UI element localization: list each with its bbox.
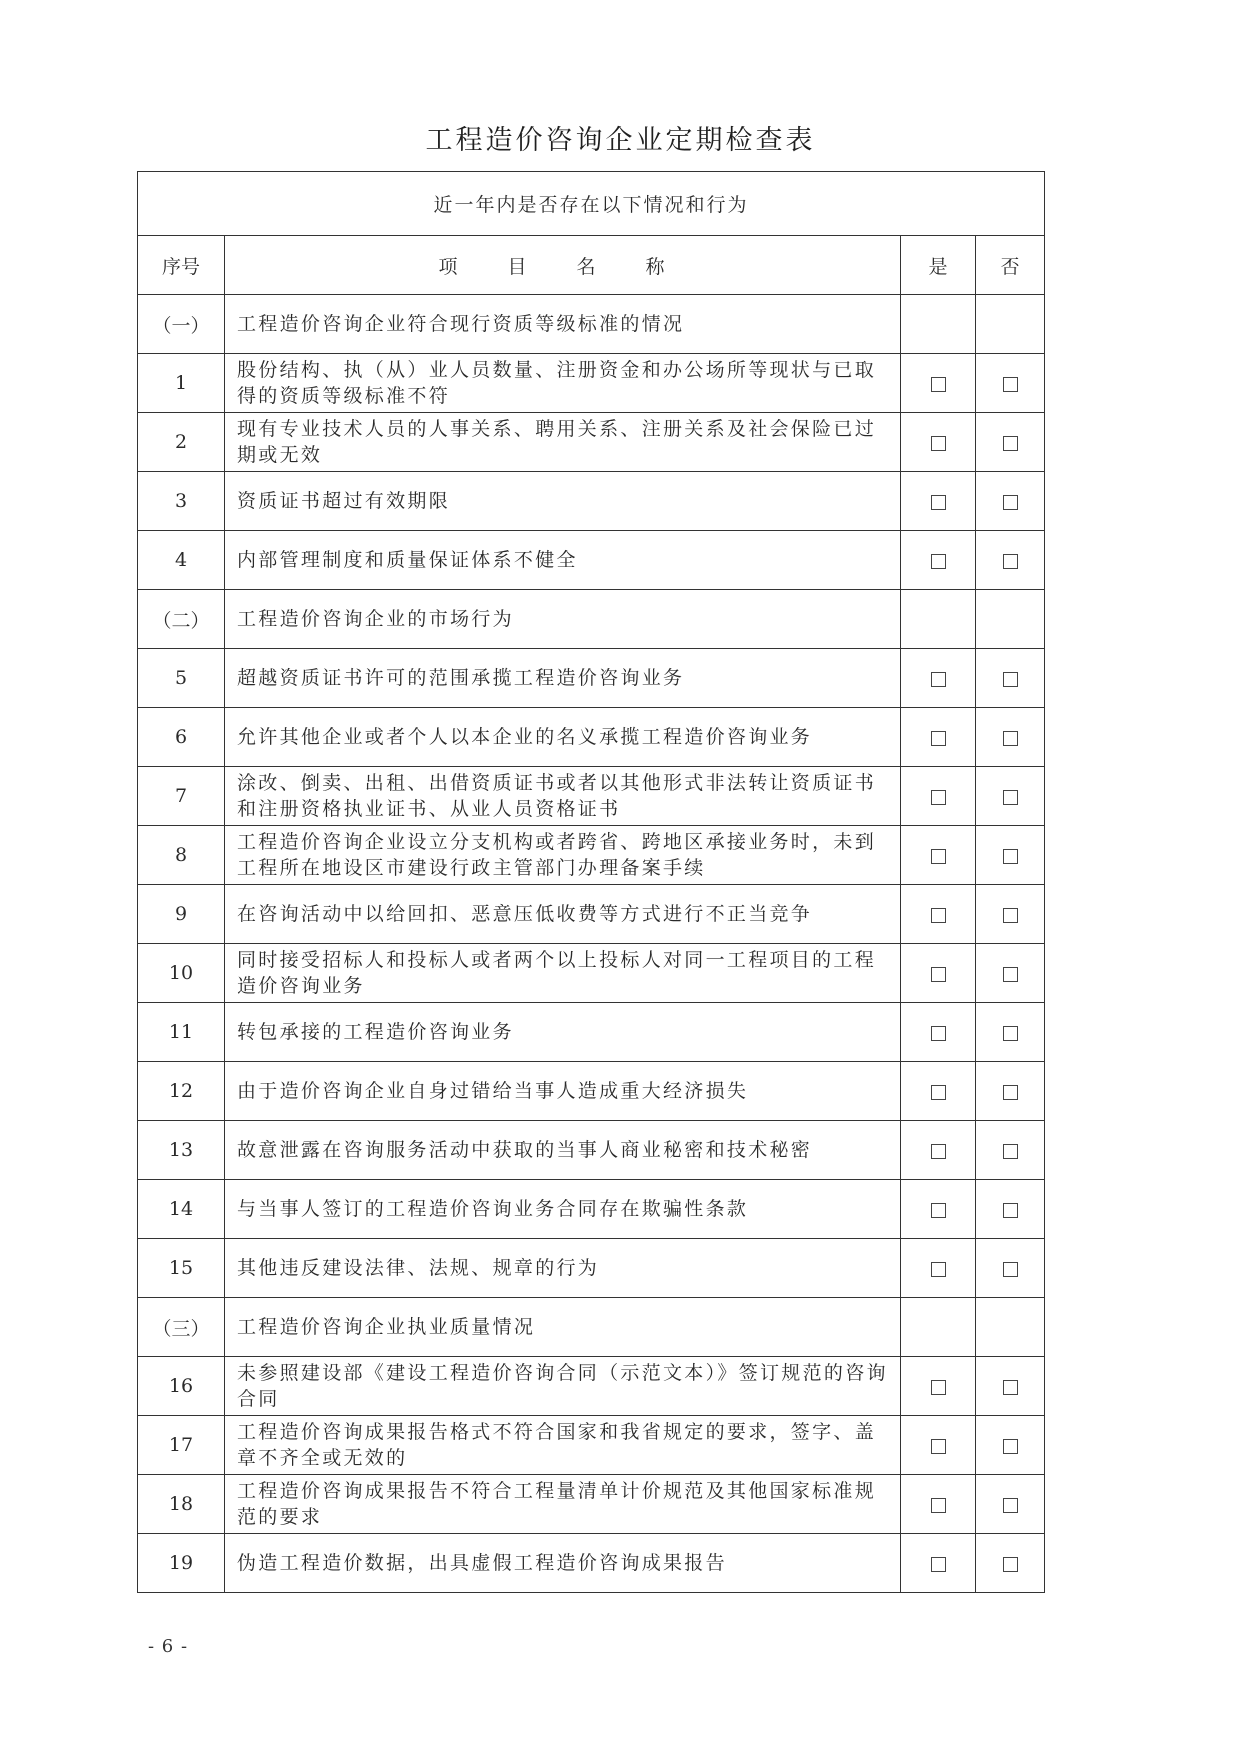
row-seq: 19 bbox=[138, 1534, 225, 1593]
row-item-text: 同时接受招标人和投标人或者两个以上投标人对同一工程项目的工程造价咨询业务 bbox=[225, 944, 901, 1003]
no-checkbox[interactable] bbox=[1003, 672, 1018, 687]
row-yes-cell bbox=[901, 1298, 976, 1357]
row-no-cell bbox=[976, 708, 1045, 767]
row-yes-cell bbox=[901, 826, 976, 885]
row-yes-cell bbox=[901, 1062, 976, 1121]
no-checkbox[interactable] bbox=[1003, 1085, 1018, 1100]
row-item-text: 伪造工程造价数据，出具虚假工程造价咨询成果报告 bbox=[225, 1534, 901, 1593]
row-yes-cell bbox=[901, 944, 976, 1003]
no-checkbox[interactable] bbox=[1003, 1144, 1018, 1159]
row-no-cell bbox=[976, 1534, 1045, 1593]
row-no-cell bbox=[976, 1239, 1045, 1298]
table-row bbox=[138, 413, 1045, 472]
table-row bbox=[138, 1416, 1045, 1475]
row-seq: 4 bbox=[138, 531, 225, 590]
row-yes-cell bbox=[901, 649, 976, 708]
table-row bbox=[138, 1062, 1045, 1121]
row-seq: 10 bbox=[138, 944, 225, 1003]
table-row bbox=[138, 1475, 1045, 1534]
row-yes-cell bbox=[901, 472, 976, 531]
yes-checkbox[interactable] bbox=[931, 849, 946, 864]
table-row bbox=[138, 531, 1045, 590]
row-yes-cell bbox=[901, 708, 976, 767]
yes-checkbox[interactable] bbox=[931, 377, 946, 392]
table-caption: 近一年内是否存在以下情况和行为 bbox=[138, 172, 1045, 236]
row-no-cell bbox=[976, 1416, 1045, 1475]
no-checkbox[interactable] bbox=[1003, 554, 1018, 569]
table-row bbox=[138, 708, 1045, 767]
table-row bbox=[138, 885, 1045, 944]
row-seq: 16 bbox=[138, 1357, 225, 1416]
row-no-cell bbox=[976, 649, 1045, 708]
row-no-cell bbox=[976, 354, 1045, 413]
column-header-seq: 序号 bbox=[138, 236, 225, 295]
row-no-cell bbox=[976, 472, 1045, 531]
row-seq: 9 bbox=[138, 885, 225, 944]
row-no-cell bbox=[976, 1475, 1045, 1534]
table-row bbox=[138, 1239, 1045, 1298]
row-seq: 1 bbox=[138, 354, 225, 413]
row-no-cell bbox=[976, 413, 1045, 472]
table-row bbox=[138, 826, 1045, 885]
row-seq: 14 bbox=[138, 1180, 225, 1239]
row-item-text: 工程造价咨询成果报告格式不符合国家和我省规定的要求，签字、盖章不齐全或无效的 bbox=[225, 1416, 901, 1475]
row-seq: （三） bbox=[138, 1298, 225, 1357]
row-yes-cell bbox=[901, 1475, 976, 1534]
yes-checkbox[interactable] bbox=[931, 1439, 946, 1454]
row-yes-cell bbox=[901, 295, 976, 354]
row-yes-cell bbox=[901, 1534, 976, 1593]
section-title: 工程造价咨询企业符合现行资质等级标准的情况 bbox=[225, 295, 901, 354]
row-item-text: 未参照建设部《建设工程造价咨询合同（示范文本）》签订规范的咨询合同 bbox=[225, 1357, 901, 1416]
no-checkbox[interactable] bbox=[1003, 1203, 1018, 1218]
row-seq: 17 bbox=[138, 1416, 225, 1475]
row-yes-cell bbox=[901, 1003, 976, 1062]
row-seq: 7 bbox=[138, 767, 225, 826]
section-row bbox=[138, 590, 1045, 649]
row-item-text: 涂改、倒卖、出租、出借资质证书或者以其他形式非法转让资质证书和注册资格执业证书、从业人员资格证书 bbox=[225, 767, 901, 826]
row-seq: 18 bbox=[138, 1475, 225, 1534]
row-item-text: 在咨询活动中以给回扣、恶意压低收费等方式进行不正当竞争 bbox=[225, 885, 901, 944]
no-checkbox[interactable] bbox=[1003, 377, 1018, 392]
table-caption-row bbox=[138, 172, 1045, 236]
row-yes-cell bbox=[901, 1239, 976, 1298]
yes-checkbox[interactable] bbox=[931, 1262, 946, 1277]
row-seq: 6 bbox=[138, 708, 225, 767]
row-no-cell bbox=[976, 885, 1045, 944]
row-item-text: 由于造价咨询企业自身过错给当事人造成重大经济损失 bbox=[225, 1062, 901, 1121]
row-no-cell bbox=[976, 1003, 1045, 1062]
no-checkbox[interactable] bbox=[1003, 731, 1018, 746]
row-yes-cell bbox=[901, 767, 976, 826]
yes-checkbox[interactable] bbox=[931, 554, 946, 569]
row-no-cell bbox=[976, 767, 1045, 826]
yes-checkbox[interactable] bbox=[931, 967, 946, 982]
no-checkbox[interactable] bbox=[1003, 849, 1018, 864]
row-seq: （二） bbox=[138, 590, 225, 649]
row-no-cell bbox=[976, 1180, 1045, 1239]
column-header-no: 否 bbox=[976, 236, 1045, 295]
row-no-cell bbox=[976, 1121, 1045, 1180]
column-header-row bbox=[138, 236, 1045, 295]
row-item-text: 工程造价咨询企业设立分支机构或者跨省、跨地区承接业务时，未到工程所在地设区市建设行政主管部门办理备案手续 bbox=[225, 826, 901, 885]
no-checkbox[interactable] bbox=[1003, 790, 1018, 805]
row-item-text: 超越资质证书许可的范围承揽工程造价咨询业务 bbox=[225, 649, 901, 708]
row-item-text: 现有专业技术人员的人事关系、聘用关系、注册关系及社会保险已过期或无效 bbox=[225, 413, 901, 472]
yes-checkbox[interactable] bbox=[931, 731, 946, 746]
row-yes-cell bbox=[901, 1121, 976, 1180]
row-yes-cell bbox=[901, 1416, 976, 1475]
no-checkbox[interactable] bbox=[1003, 1262, 1018, 1277]
no-checkbox[interactable] bbox=[1003, 908, 1018, 923]
page-number: - 6 - bbox=[148, 1636, 189, 1657]
row-yes-cell bbox=[901, 1180, 976, 1239]
row-item-text: 故意泄露在咨询服务活动中获取的当事人商业秘密和技术秘密 bbox=[225, 1121, 901, 1180]
row-seq: 5 bbox=[138, 649, 225, 708]
table-row bbox=[138, 1180, 1045, 1239]
table-row bbox=[138, 944, 1045, 1003]
row-item-text: 股份结构、执（从）业人员数量、注册资金和办公场所等现状与已取得的资质等级标准不符 bbox=[225, 354, 901, 413]
column-header-item: 项 目 名 称 bbox=[225, 236, 901, 295]
table-row bbox=[138, 1003, 1045, 1062]
section-row bbox=[138, 295, 1045, 354]
section-title: 工程造价咨询企业的市场行为 bbox=[225, 590, 901, 649]
table-row bbox=[138, 1121, 1045, 1180]
no-checkbox[interactable] bbox=[1003, 436, 1018, 451]
no-checkbox[interactable] bbox=[1003, 1026, 1018, 1041]
row-seq: 12 bbox=[138, 1062, 225, 1121]
no-checkbox[interactable] bbox=[1003, 1498, 1018, 1513]
row-item-text: 其他违反建设法律、法规、规章的行为 bbox=[225, 1239, 901, 1298]
yes-checkbox[interactable] bbox=[931, 672, 946, 687]
yes-checkbox[interactable] bbox=[931, 1144, 946, 1159]
row-item-text: 工程造价咨询成果报告不符合工程量清单计价规范及其他国家标准规范的要求 bbox=[225, 1475, 901, 1534]
row-seq: 8 bbox=[138, 826, 225, 885]
column-header-yes: 是 bbox=[901, 236, 976, 295]
row-no-cell bbox=[976, 944, 1045, 1003]
section-title: 工程造价咨询企业执业质量情况 bbox=[225, 1298, 901, 1357]
row-no-cell bbox=[976, 590, 1045, 649]
row-no-cell bbox=[976, 1062, 1045, 1121]
no-checkbox[interactable] bbox=[1003, 1380, 1018, 1395]
yes-checkbox[interactable] bbox=[931, 1498, 946, 1513]
yes-checkbox[interactable] bbox=[931, 495, 946, 510]
yes-checkbox[interactable] bbox=[931, 1203, 946, 1218]
inspection-table bbox=[137, 171, 1045, 1593]
row-yes-cell bbox=[901, 590, 976, 649]
table-row bbox=[138, 1534, 1045, 1593]
row-no-cell bbox=[976, 531, 1045, 590]
row-item-text: 转包承接的工程造价咨询业务 bbox=[225, 1003, 901, 1062]
row-yes-cell bbox=[901, 1357, 976, 1416]
row-yes-cell bbox=[901, 531, 976, 590]
row-item-text: 允许其他企业或者个人以本企业的名义承揽工程造价咨询业务 bbox=[225, 708, 901, 767]
row-no-cell bbox=[976, 826, 1045, 885]
yes-checkbox[interactable] bbox=[931, 436, 946, 451]
yes-checkbox[interactable] bbox=[931, 1085, 946, 1100]
row-yes-cell bbox=[901, 354, 976, 413]
section-row bbox=[138, 1298, 1045, 1357]
row-yes-cell bbox=[901, 885, 976, 944]
yes-checkbox[interactable] bbox=[931, 1380, 946, 1395]
no-checkbox[interactable] bbox=[1003, 1557, 1018, 1572]
page-title: 工程造价咨询企业定期检查表 bbox=[425, 125, 816, 156]
row-seq: （一） bbox=[138, 295, 225, 354]
table-row bbox=[138, 649, 1045, 708]
row-no-cell bbox=[976, 1298, 1045, 1357]
table-row bbox=[138, 472, 1045, 531]
row-item-text: 与当事人签订的工程造价咨询业务合同存在欺骗性条款 bbox=[225, 1180, 901, 1239]
row-seq: 11 bbox=[138, 1003, 225, 1062]
table-row bbox=[138, 1357, 1045, 1416]
yes-checkbox[interactable] bbox=[931, 1026, 946, 1041]
row-yes-cell bbox=[901, 413, 976, 472]
no-checkbox[interactable] bbox=[1003, 495, 1018, 510]
row-seq: 3 bbox=[138, 472, 225, 531]
yes-checkbox[interactable] bbox=[931, 1557, 946, 1572]
yes-checkbox[interactable] bbox=[931, 908, 946, 923]
row-seq: 15 bbox=[138, 1239, 225, 1298]
yes-checkbox[interactable] bbox=[931, 790, 946, 805]
no-checkbox[interactable] bbox=[1003, 1439, 1018, 1454]
table-row bbox=[138, 354, 1045, 413]
row-seq: 2 bbox=[138, 413, 225, 472]
row-no-cell bbox=[976, 1357, 1045, 1416]
row-item-text: 内部管理制度和质量保证体系不健全 bbox=[225, 531, 901, 590]
row-item-text: 资质证书超过有效期限 bbox=[225, 472, 901, 531]
row-no-cell bbox=[976, 295, 1045, 354]
table-row bbox=[138, 767, 1045, 826]
no-checkbox[interactable] bbox=[1003, 967, 1018, 982]
row-seq: 13 bbox=[138, 1121, 225, 1180]
